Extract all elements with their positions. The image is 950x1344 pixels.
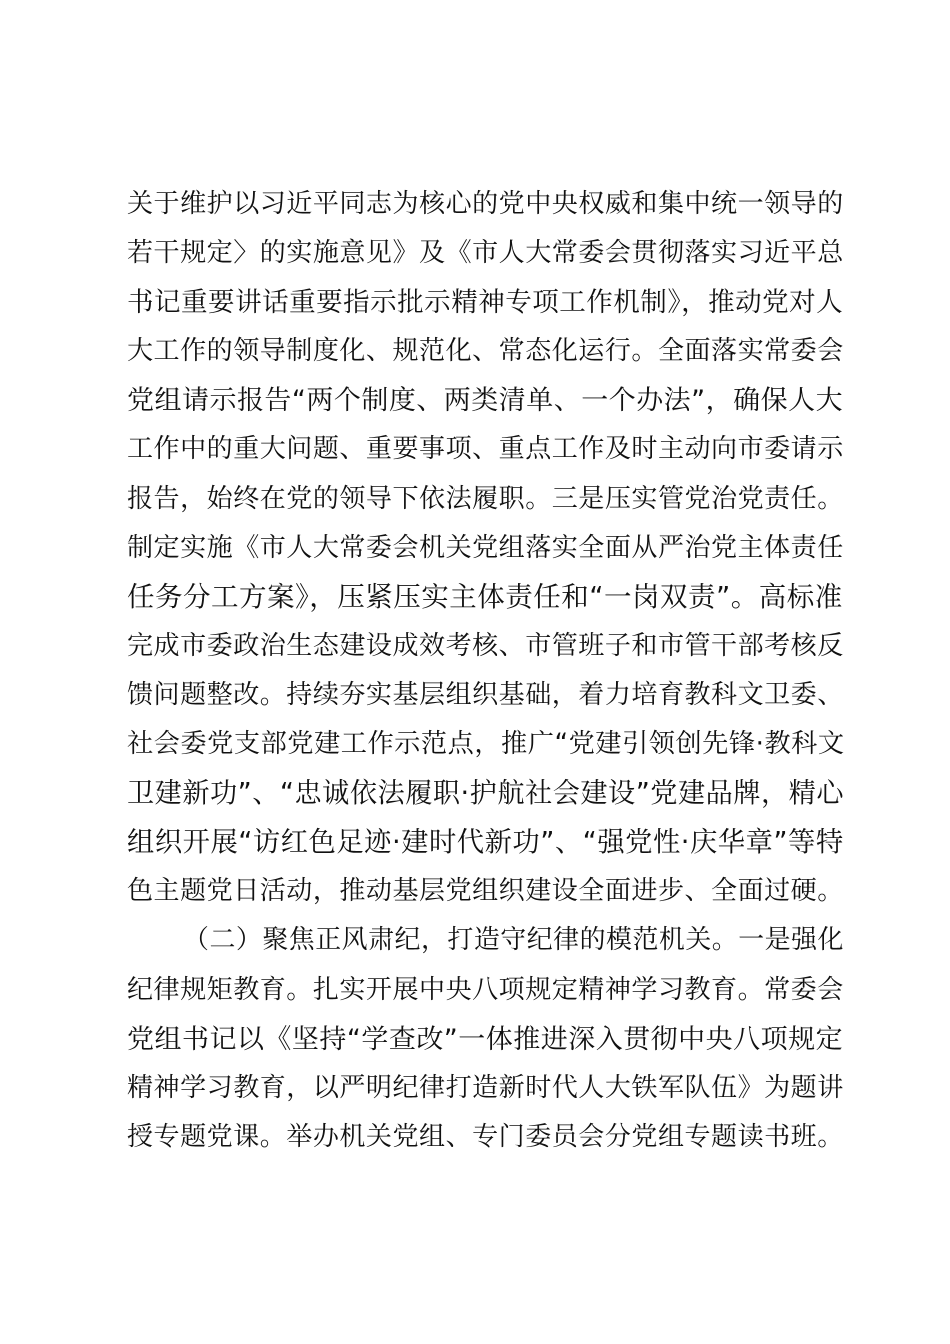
body-text xyxy=(127,180,847,1162)
text-line: 大工作的领导制度化、规范化、常态化运行。全面落实常委会 xyxy=(127,336,844,367)
text-line: 纪律规矩教育。扎实开展中央八项规定精神学习教育。常委会 xyxy=(127,974,844,1005)
text-line: 色主题党日活动，推动基层党组织建设全面进步、全面过硬。 xyxy=(127,876,844,907)
text-line: 党组书记以《坚持“学查改”一体推进深入贯彻中央八项规定 xyxy=(127,1023,844,1055)
text-line: 卫建新功”、“忠诚依法履职·护航社会建设”党建品牌，精心 xyxy=(127,778,844,810)
paragraph-first-line: （二）聚焦正风肃纪，打造守纪律的模范机关。一是强化 xyxy=(183,925,844,956)
text-line: 制定实施《市人大常委会机关党组落实全面从严治党主体责任 xyxy=(127,532,844,563)
text-line: 授专题党课。举办机关党组、专门委员会分党组专题读书班。 xyxy=(127,1121,844,1152)
text-line: 若干规定〉的实施意见》及《市人大常委会贯彻落实习近平总 xyxy=(127,238,844,269)
text-line: 书记重要讲话重要指示批示精神专项工作机制》，推动党对人 xyxy=(127,287,844,319)
text-line: 完成市委政治生态建设成效考核、市管班子和市管干部考核反 xyxy=(127,630,844,661)
text-line: 组织开展“访红色足迹·建时代新功”、“强党性·庆华章”等特 xyxy=(127,827,844,859)
text-line: 党组请示报告“两个制度、两类清单、一个办法”，确保人大 xyxy=(127,385,844,417)
text-line: 关于维护以习近平同志为核心的党中央权威和集中统一领导的 xyxy=(127,189,844,219)
text-line: 工作中的重大问题、重要事项、重点工作及时主动向市委请示 xyxy=(127,434,844,465)
text-line: 社会委党支部党建工作示范点，推广“党建引领创先锋·教科文 xyxy=(127,729,845,760)
text-line: 馈问题整改。持续夯实基层组织基础，着力培育教科文卫委、 xyxy=(127,679,844,710)
text-line: 精神学习教育，以严明纪律打造新时代人大铁军队伍》为题讲 xyxy=(127,1072,844,1103)
text-line: 任务分工方案》，压紧压实主体责任和“一岗双责”。高标准 xyxy=(127,580,843,613)
text-line: 报告，始终在党的领导下依法履职。三是压实管党治党责任。 xyxy=(127,483,844,514)
